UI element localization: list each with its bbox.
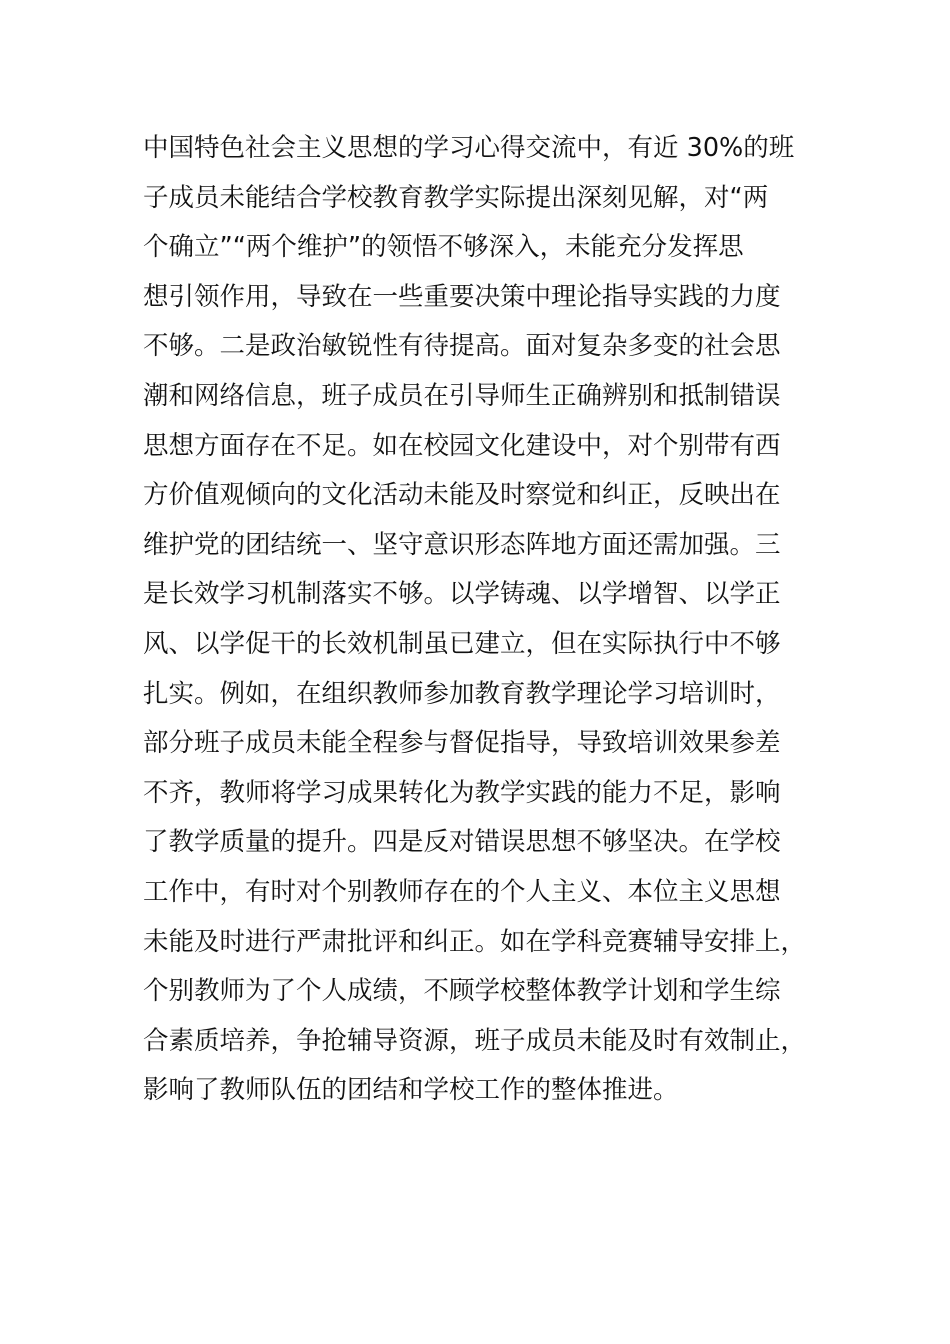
text-line: 影响了教师队伍的团结和学校工作的整体推进。 [143,1075,679,1106]
text-line: 子成员未能结合学校教育教学实际提出深刻见解，对“两 [143,182,769,213]
text-line: 潮和网络信息，班子成员在引导师生正确辨别和抵制错误 [143,380,781,411]
text-line: 方价值观倾向的文化活动未能及时察觉和纠正，反映出在 [143,480,781,511]
text-line: 合素质培养，争抢辅导资源，班子成员未能及时有效制止， [143,1025,807,1056]
text-line: 不够。二是政治敏锐性有待提高。面对复杂多变的社会思 [143,331,781,362]
text-line: 想引领作用，导致在一些重要决策中理论指导实践的力度 [143,281,781,312]
text-line: 风、以学促干的长效机制虽已建立，但在实际执行中不够 [143,628,781,659]
text-line: 思想方面存在不足。如在校园文化建设中，对个别带有西 [143,430,781,461]
body-paragraph [143,124,813,1116]
text-line: 未能及时进行严肃批评和纠正。如在学科竞赛辅导安排上， [143,926,807,957]
text-line: 个确立”“两个维护”的领悟不够深入，未能充分发挥思 [143,232,744,263]
text-line: 是长效学习机制落实不够。以学铸魂、以学增智、以学正 [143,579,781,610]
text-line: 工作中，有时对个别教师存在的个人主义、本位主义思想 [143,876,781,907]
text-line: 部分班子成员未能全程参与督促指导，导致培训效果参差 [143,728,781,759]
text-line: 中国特色社会主义思想的学习心得交流中，有近 30%的班 [143,133,795,163]
text-line: 个别教师为了个人成绩，不顾学校整体教学计划和学生综 [143,976,781,1007]
text-line: 维护党的团结统一、坚守意识形态阵地方面还需加强。三 [143,529,781,560]
text-line: 扎实。例如，在组织教师参加教育教学理论学习培训时， [143,678,781,709]
text-line: 不齐，教师将学习成果转化为教学实践的能力不足，影响 [143,777,781,808]
text-line: 了教学质量的提升。四是反对错误思想不够坚决。在学校 [143,827,781,858]
